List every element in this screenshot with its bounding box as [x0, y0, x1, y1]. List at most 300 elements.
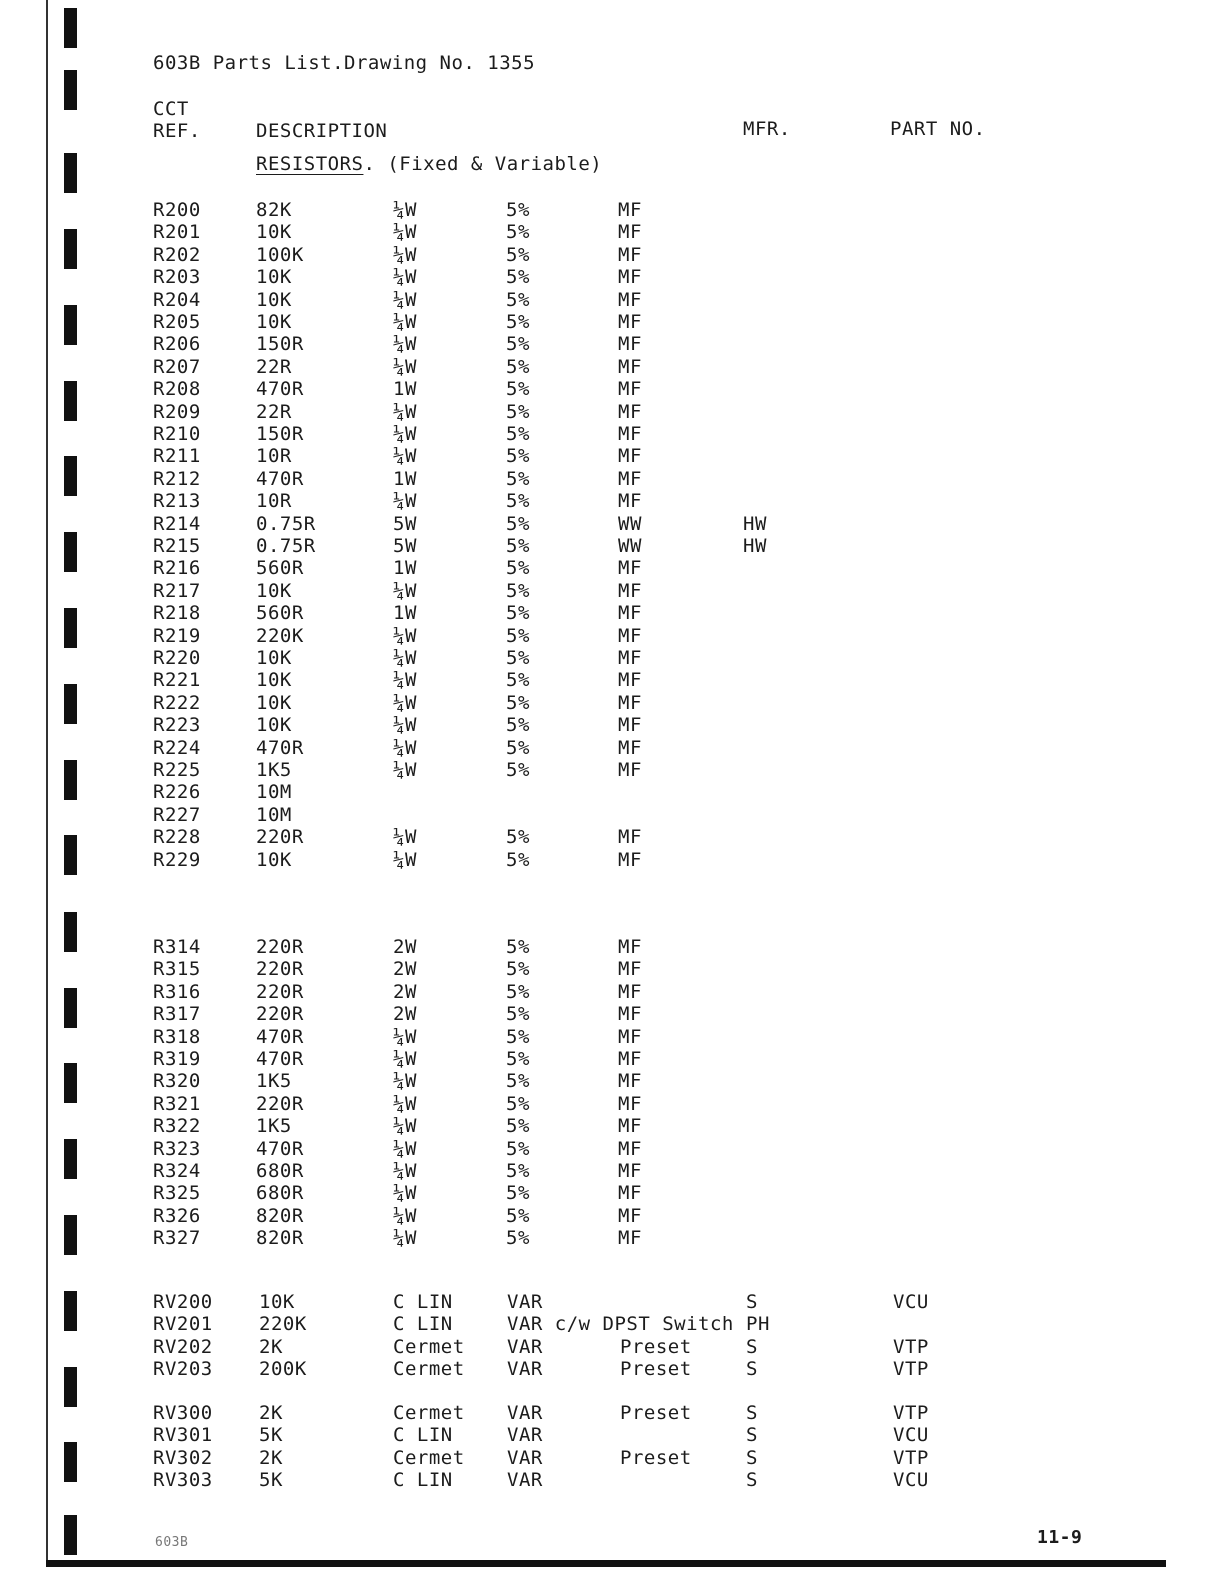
tolerance-cell: 5%	[506, 980, 530, 1003]
kind-cell: VAR	[507, 1446, 543, 1469]
preset-cell: Preset	[620, 1358, 692, 1381]
power-cell: ¼W	[393, 1227, 417, 1250]
power-cell: ¼W	[393, 445, 417, 468]
tolerance-cell: 5%	[506, 848, 530, 871]
power-cell: ¼W	[393, 736, 417, 759]
preset-cell: Preset	[620, 1335, 692, 1358]
type-cell: MF	[618, 714, 642, 737]
type-cell: MF	[618, 579, 642, 602]
ref-cell: RV300	[153, 1402, 213, 1424]
ref-cell: R327	[153, 1227, 201, 1250]
ref-cell: R205	[153, 311, 201, 333]
tolerance-cell: 5%	[506, 311, 530, 333]
value-cell: 470R	[256, 736, 304, 759]
value-cell: 560R	[256, 602, 304, 625]
ref-cell: R321	[153, 1092, 201, 1115]
value-cell: 2K	[259, 1402, 283, 1424]
value-cell: 220R	[256, 826, 304, 849]
value-cell: 470R	[256, 1048, 304, 1070]
section-heading-label: RESISTORS	[256, 153, 364, 175]
binding-hole-mark	[64, 760, 77, 800]
binding-hole-mark	[64, 456, 77, 496]
value-cell: 220R	[256, 936, 304, 958]
binding-hole-mark	[64, 1063, 77, 1103]
type-cell: MF	[618, 1048, 642, 1070]
type-cell: MF	[618, 199, 642, 221]
ref-cell: R217	[153, 579, 201, 602]
tolerance-cell: 5%	[506, 624, 530, 647]
tolerance-cell: 5%	[506, 1160, 530, 1182]
power-cell: ¼W	[393, 579, 417, 602]
ref-cell: R214	[153, 512, 201, 535]
value-cell: 220K	[259, 1313, 307, 1336]
type-cell: MF	[618, 1204, 642, 1227]
power-cell: ¼W	[393, 1160, 417, 1182]
part-no-cell: VCU	[893, 1424, 929, 1447]
tolerance-cell: 5%	[506, 1048, 530, 1070]
value-cell: 5K	[259, 1424, 283, 1447]
ref-cell: R317	[153, 1003, 201, 1026]
power-cell: ¼W	[393, 669, 417, 692]
tolerance-cell: 5%	[506, 512, 530, 535]
type-cell: MF	[618, 1227, 642, 1250]
mfr-cell: S	[746, 1469, 758, 1492]
kind-cell: VAR	[507, 1358, 543, 1381]
ref-cell: R211	[153, 445, 201, 468]
header-description: DESCRIPTION	[256, 120, 388, 142]
type-cell: MF	[618, 691, 642, 714]
value-cell: 220R	[256, 980, 304, 1003]
binding-hole-mark	[64, 8, 77, 48]
power-cell: ¼W	[393, 400, 417, 423]
tolerance-cell: 5%	[506, 378, 530, 401]
tolerance-cell: 5%	[506, 266, 530, 289]
type-cell: MF	[618, 759, 642, 781]
binding-edge-line	[46, 0, 48, 1560]
power-cell: ¼W	[393, 221, 417, 244]
ref-cell: RV201	[153, 1313, 213, 1336]
value-cell: 10K	[256, 221, 292, 244]
binding-hole-mark	[64, 1215, 77, 1255]
value-cell: 2K	[259, 1446, 283, 1469]
binding-hole-mark	[64, 70, 77, 110]
power-cell: ¼W	[393, 1070, 417, 1093]
tolerance-cell: 5%	[506, 243, 530, 266]
value-cell: 22R	[256, 400, 292, 423]
track-cell: C LIN	[393, 1424, 453, 1447]
tolerance-cell: 5%	[506, 355, 530, 378]
type-cell: MF	[618, 936, 642, 958]
power-cell: 5W	[393, 535, 417, 557]
power-cell: ¼W	[393, 355, 417, 378]
tolerance-cell: 5%	[506, 1137, 530, 1160]
tolerance-cell: 5%	[506, 1025, 530, 1048]
ref-cell: R207	[153, 355, 201, 378]
ref-cell: R219	[153, 624, 201, 647]
power-cell: ¼W	[393, 333, 417, 356]
value-cell: 0.75R	[256, 512, 316, 535]
tolerance-cell: 5%	[506, 423, 530, 445]
value-cell: 5K	[259, 1469, 283, 1492]
mfr-cell: S	[746, 1291, 758, 1313]
track-cell: Cermet	[393, 1402, 465, 1424]
power-cell: 1W	[393, 467, 417, 490]
type-cell: MF	[618, 826, 642, 849]
binding-hole-mark	[64, 988, 77, 1028]
type-cell: MF	[618, 1137, 642, 1160]
ref-cell: R201	[153, 221, 201, 244]
value-cell: 10K	[256, 691, 292, 714]
value-cell: 220R	[256, 1003, 304, 1026]
binding-hole-mark	[64, 1367, 77, 1407]
ref-cell: R318	[153, 1025, 201, 1048]
tolerance-cell: 5%	[506, 535, 530, 557]
tolerance-cell: 5%	[506, 647, 530, 669]
ref-cell: R319	[153, 1048, 201, 1070]
ref-cell: R215	[153, 535, 201, 557]
kind-cell: VAR	[507, 1291, 543, 1313]
type-cell: MF	[618, 378, 642, 401]
value-cell: 10K	[256, 266, 292, 289]
ref-cell: R209	[153, 400, 201, 423]
binding-hole-mark	[64, 1442, 77, 1482]
header-cct: CCT	[153, 98, 189, 120]
ref-cell: R212	[153, 467, 201, 490]
ref-cell: R229	[153, 848, 201, 871]
header-ref: REF.	[153, 120, 201, 142]
type-cell: MF	[618, 557, 642, 580]
tolerance-cell: 5%	[506, 736, 530, 759]
binding-hole-mark	[64, 684, 77, 724]
ref-cell: R314	[153, 936, 201, 958]
type-cell: MF	[618, 423, 642, 445]
type-cell: MF	[618, 311, 642, 333]
value-cell: 10K	[256, 288, 292, 311]
tolerance-cell: 5%	[506, 445, 530, 468]
power-cell: 1W	[393, 602, 417, 625]
type-cell: MF	[618, 400, 642, 423]
value-cell: 150R	[256, 333, 304, 356]
kind-cell: VAR	[507, 1424, 543, 1447]
tolerance-cell: 5%	[506, 936, 530, 958]
mfr-cell: S	[746, 1402, 758, 1424]
value-cell: 1K5	[256, 1070, 292, 1093]
power-cell: ¼W	[393, 311, 417, 333]
ref-cell: R315	[153, 958, 201, 981]
binding-hole-mark	[64, 229, 77, 269]
value-cell: 560R	[256, 557, 304, 580]
power-cell: ¼W	[393, 691, 417, 714]
ref-cell: R325	[153, 1182, 201, 1205]
type-cell: MF	[618, 355, 642, 378]
kind-cell: VAR	[507, 1402, 543, 1424]
ref-cell: R322	[153, 1115, 201, 1138]
power-cell: 5W	[393, 512, 417, 535]
ref-cell: R320	[153, 1070, 201, 1093]
power-cell: ¼W	[393, 1048, 417, 1070]
power-cell: ¼W	[393, 1092, 417, 1115]
kind-cell: VAR	[507, 1335, 543, 1358]
section-heading	[256, 153, 602, 175]
value-cell: 10R	[256, 445, 292, 468]
ref-cell: R206	[153, 333, 201, 356]
value-cell: 10K	[256, 311, 292, 333]
type-cell: MF	[618, 669, 642, 692]
bottom-edge-bar	[46, 1560, 1166, 1567]
type-cell: MF	[618, 624, 642, 647]
tolerance-cell: 5%	[506, 490, 530, 513]
type-cell: MF	[618, 445, 642, 468]
tolerance-cell: 5%	[506, 1070, 530, 1093]
type-cell: MF	[618, 647, 642, 669]
section-heading-suffix: . (Fixed & Variable)	[363, 153, 603, 175]
ref-cell: R223	[153, 714, 201, 737]
tolerance-cell: 5%	[506, 691, 530, 714]
power-cell: ¼W	[393, 423, 417, 445]
header-mfr: MFR.	[743, 118, 791, 140]
power-cell: 1W	[393, 557, 417, 580]
power-cell: ¼W	[393, 266, 417, 289]
value-cell: 820R	[256, 1204, 304, 1227]
ref-cell: R210	[153, 423, 201, 445]
ref-cell: R323	[153, 1137, 201, 1160]
track-cell: Cermet	[393, 1358, 465, 1381]
ref-cell: R316	[153, 980, 201, 1003]
type-cell: MF	[618, 1160, 642, 1182]
value-cell: 10K	[256, 848, 292, 871]
track-cell: C LIN	[393, 1469, 453, 1492]
kind-cell: VAR	[507, 1469, 543, 1492]
ref-cell: R222	[153, 691, 201, 714]
power-cell: ¼W	[393, 288, 417, 311]
value-cell: 0.75R	[256, 535, 316, 557]
type-cell: MF	[618, 602, 642, 625]
ref-cell: R326	[153, 1204, 201, 1227]
type-cell: MF	[618, 1115, 642, 1138]
ref-cell: RV202	[153, 1335, 213, 1358]
document-title: 603B Parts List.Drawing No. 1355	[153, 52, 536, 74]
type-cell: MF	[618, 958, 642, 981]
value-cell: 10K	[256, 647, 292, 669]
value-cell: 470R	[256, 1137, 304, 1160]
tolerance-cell: 5%	[506, 467, 530, 490]
power-cell: ¼W	[393, 1182, 417, 1205]
power-cell: 2W	[393, 936, 417, 958]
power-cell: ¼W	[393, 490, 417, 513]
binding-hole-mark	[64, 1515, 77, 1555]
binding-hole-mark	[64, 608, 77, 648]
track-cell: C LIN	[393, 1291, 453, 1313]
value-cell: 220K	[256, 624, 304, 647]
ref-cell: RV302	[153, 1446, 213, 1469]
value-cell: 10M	[256, 781, 292, 804]
value-cell: 200K	[259, 1358, 307, 1381]
value-cell: 100K	[256, 243, 304, 266]
tolerance-cell: 5%	[506, 1003, 530, 1026]
value-cell: 10K	[256, 714, 292, 737]
type-cell: MF	[618, 288, 642, 311]
mfr-cell: S	[746, 1446, 758, 1469]
ref-cell: R227	[153, 803, 201, 826]
tolerance-cell: 5%	[506, 958, 530, 981]
tolerance-cell: 5%	[506, 557, 530, 580]
preset-cell: Preset	[620, 1446, 692, 1469]
ref-cell: R203	[153, 266, 201, 289]
power-cell: 2W	[393, 980, 417, 1003]
footer-model: 603B	[155, 1535, 189, 1550]
mfr-cell: HW	[743, 512, 767, 535]
value-cell: 10K	[256, 669, 292, 692]
type-cell: MF	[618, 1003, 642, 1026]
ref-cell: R213	[153, 490, 201, 513]
value-cell: 10K	[256, 579, 292, 602]
tolerance-cell: 5%	[506, 221, 530, 244]
track-cell: C LIN	[393, 1313, 453, 1336]
tolerance-cell: 5%	[506, 400, 530, 423]
mfr-cell: S	[746, 1358, 758, 1381]
tolerance-cell: 5%	[506, 714, 530, 737]
power-cell: ¼W	[393, 624, 417, 647]
ref-cell: RV200	[153, 1291, 213, 1313]
ref-cell: R202	[153, 243, 201, 266]
tolerance-cell: 5%	[506, 1092, 530, 1115]
ref-cell: RV303	[153, 1469, 213, 1492]
page-number: 11-9	[1037, 1527, 1083, 1548]
tolerance-cell: 5%	[506, 669, 530, 692]
power-cell: ¼W	[393, 1115, 417, 1138]
ref-cell: R220	[153, 647, 201, 669]
power-cell: ¼W	[393, 199, 417, 221]
type-cell: MF	[618, 1182, 642, 1205]
tolerance-cell: 5%	[506, 1182, 530, 1205]
tolerance-cell: 5%	[506, 288, 530, 311]
binding-hole-mark	[64, 305, 77, 345]
power-cell: 2W	[393, 1003, 417, 1026]
value-cell: 470R	[256, 1025, 304, 1048]
value-cell: 1K5	[256, 1115, 292, 1138]
ref-cell: R218	[153, 602, 201, 625]
mfr-cell: S	[746, 1335, 758, 1358]
mfr-cell: HW	[743, 535, 767, 557]
value-cell: 220R	[256, 958, 304, 981]
value-cell: 1K5	[256, 759, 292, 781]
power-cell: ¼W	[393, 1137, 417, 1160]
ref-cell: RV203	[153, 1358, 213, 1381]
type-cell: WW	[618, 512, 642, 535]
tolerance-cell: 5%	[506, 826, 530, 849]
track-cell: Cermet	[393, 1446, 465, 1469]
tolerance-cell: 5%	[506, 1227, 530, 1250]
type-cell: MF	[618, 243, 642, 266]
value-cell: 220R	[256, 1092, 304, 1115]
value-cell: 680R	[256, 1182, 304, 1205]
ref-cell: R226	[153, 781, 201, 804]
tolerance-cell: 5%	[506, 1204, 530, 1227]
tolerance-cell: 5%	[506, 579, 530, 602]
ref-cell: R221	[153, 669, 201, 692]
value-cell: 680R	[256, 1160, 304, 1182]
ref-cell: R208	[153, 378, 201, 401]
header-part-no: PART NO.	[890, 118, 986, 140]
mfr-cell: PH	[746, 1313, 770, 1336]
value-cell: 10M	[256, 803, 292, 826]
value-cell: 820R	[256, 1227, 304, 1250]
preset-cell: Preset	[620, 1402, 692, 1424]
power-cell: ¼W	[393, 714, 417, 737]
power-cell: 1W	[393, 378, 417, 401]
power-cell: ¼W	[393, 848, 417, 871]
part-no-cell: VCU	[893, 1291, 929, 1313]
part-no-cell: VTP	[893, 1335, 929, 1358]
power-cell: ¼W	[393, 243, 417, 266]
power-cell: 2W	[393, 958, 417, 981]
value-cell: 10K	[259, 1291, 295, 1313]
ref-cell: RV301	[153, 1424, 213, 1447]
value-cell: 150R	[256, 423, 304, 445]
part-no-cell: VTP	[893, 1358, 929, 1381]
value-cell: 2K	[259, 1335, 283, 1358]
power-cell: ¼W	[393, 1025, 417, 1048]
power-cell: ¼W	[393, 647, 417, 669]
type-cell: MF	[618, 980, 642, 1003]
tolerance-cell: 5%	[506, 1115, 530, 1138]
power-cell: ¼W	[393, 1204, 417, 1227]
track-cell: Cermet	[393, 1335, 465, 1358]
binding-hole-mark	[64, 1139, 77, 1179]
part-no-cell: VTP	[893, 1446, 929, 1469]
part-no-cell: VCU	[893, 1469, 929, 1492]
mfr-cell: S	[746, 1424, 758, 1447]
part-no-cell: VTP	[893, 1402, 929, 1424]
tolerance-cell: 5%	[506, 333, 530, 356]
tolerance-cell: 5%	[506, 602, 530, 625]
power-cell: ¼W	[393, 826, 417, 849]
binding-hole-mark	[64, 1291, 77, 1331]
binding-hole-mark	[64, 381, 77, 421]
ref-cell: R224	[153, 736, 201, 759]
value-cell: 470R	[256, 467, 304, 490]
value-cell: 82K	[256, 199, 292, 221]
type-cell: MF	[618, 490, 642, 513]
tolerance-cell: 5%	[506, 199, 530, 221]
ref-cell: R228	[153, 826, 201, 849]
ref-cell: R200	[153, 199, 201, 221]
type-cell: MF	[618, 1025, 642, 1048]
binding-hole-mark	[64, 532, 77, 572]
type-cell: MF	[618, 333, 642, 356]
type-cell: MF	[618, 1070, 642, 1093]
type-cell: WW	[618, 535, 642, 557]
value-cell: 22R	[256, 355, 292, 378]
tolerance-cell: 5%	[506, 759, 530, 781]
binding-hole-mark	[64, 153, 77, 193]
type-cell: MF	[618, 221, 642, 244]
type-cell: MF	[618, 736, 642, 759]
binding-hole-mark	[64, 835, 77, 875]
value-cell: 470R	[256, 378, 304, 401]
ref-cell: R225	[153, 759, 201, 781]
binding-hole-mark	[64, 912, 77, 952]
kind-cell: VAR c/w DPST Switch	[507, 1313, 734, 1336]
ref-cell: R216	[153, 557, 201, 580]
type-cell: MF	[618, 848, 642, 871]
ref-cell: R204	[153, 288, 201, 311]
type-cell: MF	[618, 467, 642, 490]
type-cell: MF	[618, 266, 642, 289]
power-cell: ¼W	[393, 759, 417, 781]
value-cell: 10R	[256, 490, 292, 513]
ref-cell: R324	[153, 1160, 201, 1182]
